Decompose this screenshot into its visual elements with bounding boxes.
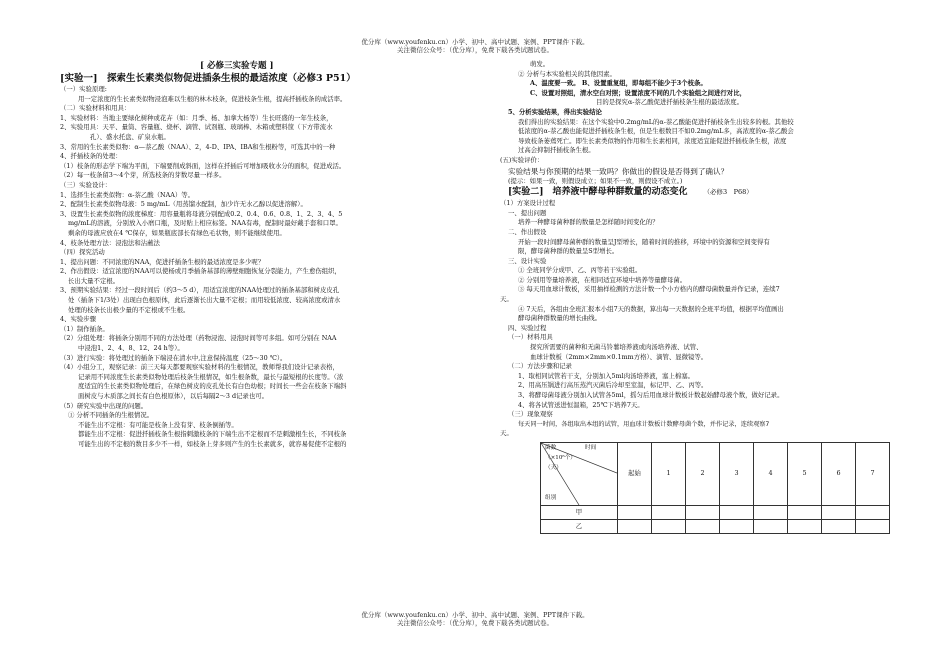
header-line-2: 关注微信公众号：（优分库），免费下载各类试题试卷。 [397, 46, 553, 54]
text-line: 4、枝条处理方法：浸泡法和沾蘸法 [60, 238, 160, 247]
text-line: 四、实验过程 [508, 323, 547, 332]
column-header: 3 [720, 442, 754, 505]
text-line: 2、作出假设：适宜浓度的NAA可以使杨或月季插条基部的薄壁细胞恢复分裂能力，产生愈伤组织， [60, 267, 341, 276]
text-line: 3、设置生长素类似物的浓度梯度：用容量瓶将母液分别配成0.2、0.4、0.6、0.8、1、2、3、4、5 [60, 209, 343, 218]
text-line: 开始一段时间酵母菌种群的数量呈J型增长，随着时间的推移，环境中的资源和空间变得有 [518, 237, 770, 246]
text-line: 过高会抑制扦插枝条生根。 [518, 146, 595, 155]
column-header: 5 [788, 442, 822, 505]
table-cell [686, 505, 720, 519]
text-line: 中浸泡1、2、4、8、12、24 h等）。 [78, 344, 184, 353]
footer-line-2: 关注微信公众号：（优分库），免费下载各类试题试卷。 [397, 619, 553, 627]
text-line: 天。 [500, 429, 513, 438]
text-line: ① 全班同学分成甲、乙、丙等若干实验组。 [518, 266, 642, 275]
text-line: 实验结果与你预期的结果一致吗？你做出的假设是否得到了确认？ [508, 166, 729, 176]
table-cell [652, 505, 686, 519]
text-line: （二）实验材料和用具： [60, 104, 131, 113]
corner-day-label: （天） [545, 464, 562, 471]
text-line: （4）小组分工，观察记录：前三天每天都要观察实验材料的生根情况，教师帮我们设计记录表格， [60, 363, 339, 372]
page-footer [0, 611, 950, 627]
text-line: 1、选择生长素类似物：α-萘乙酸（NAA）等。 [60, 190, 195, 199]
row-header: 乙 [541, 519, 618, 533]
text-line: 二、作出假设 [508, 227, 547, 236]
text-line: 培养一种酵母菌种群的数量是怎样随时间变化的？ [518, 218, 659, 227]
text-line: 一、提出问题 [508, 208, 547, 217]
corner-unit-label: （×10⁶个） [545, 454, 576, 461]
text-line: 孔）、盛水托盘、矿泉水瓶。 [90, 132, 170, 141]
text-line: 4、扦插枝条的处理： [60, 152, 122, 161]
text-line: 萌发。 [530, 60, 550, 68]
column-header: 起始 [618, 442, 652, 505]
text-line: 我们得出的实验结果：在这个实验中0.2mg/mL的α-萘乙酸能促进扦插枝条生出较多的根。其他较 [518, 117, 794, 126]
table-cell [618, 519, 652, 533]
corner-group-label: 组别 [545, 494, 557, 501]
text-line: 2、用高压锅进行高压蒸汽灭菌后冷却至室温，标记甲、乙、丙等。 [518, 381, 708, 390]
text-line: （2）每一枝条留3～4个芽，所选枝条的芽数尽量一样多。 [60, 171, 226, 180]
table-cell [686, 519, 720, 533]
table-header-row [541, 442, 890, 505]
text-line: （四）探究活动 [60, 248, 105, 257]
row-header: 甲 [541, 505, 618, 519]
right-column [500, 60, 900, 534]
text-line: ② 分析与本实验相关的其他因素。 [518, 69, 616, 78]
text-line: 长出大量不定根。 [68, 276, 120, 285]
text-line: C、设置对照组，清水空白对照；设置浓度不同的几个实验组之间进行对比， [530, 88, 746, 97]
experiment-1-title: [实验一] 探索生长素类似物促进插条生根的最适浓度（必修3 P51） [60, 73, 356, 84]
text-line: （1）枝条的形态学下端为平面，下端要削成斜面，这样在扦插后可增加吸收水分的面积，促进成活。 [60, 161, 346, 170]
table-cell [618, 505, 652, 519]
text-line: 4、实验步骤 [60, 315, 97, 324]
table-cell [754, 505, 788, 519]
text-line: ① 分析不同插条的生根情况。 [68, 411, 154, 420]
column-header: 6 [822, 442, 856, 505]
text-line: 低浓度的α-萘乙酸也能促进扦插枝条生根，但是生根数目不如0.2mg/mL多，高浓度的α-萘乙酸会 [518, 127, 794, 136]
text-line: 用一定浓度的生长素类似物浸泡难以生根的林木枝条，促进枝条生根，提高扦插枝条的成活率。 [78, 94, 347, 103]
text-line: 不能生出不定根：有可能是枝条上没有芽、枝条倒插等。 [78, 420, 238, 429]
table-cell [754, 519, 788, 533]
text-line: 可能生出的不定根的数目多少不一样，如枝条上芽多则产生的生长素就多，就容易促使不定根的 [78, 439, 347, 448]
text-line: (提示：如果一致，则假设成立；如果不一致，则假设不成立。) [508, 176, 683, 185]
column-header: 2 [686, 442, 720, 505]
text-line: 1、取相同试管若干支，分别加入5ml肉汤培养液，塞上棉塞。 [518, 371, 695, 380]
text-line: A、温度要一致。 B、设置重复组，即每组不能少于3个枝条。 [530, 79, 707, 88]
text-line: （1）方案设计过程 [500, 199, 556, 208]
text-line: （2）分组处理：将插条分别用不同的方法处理（药物浸泡、浸泡时间等可多组。如可分别在 NAA [60, 334, 337, 343]
column-header: 1 [652, 442, 686, 505]
header-line-1: 优分库（www.youfenku.cn）小学、初中、高中试题、案例、PPT课件下载。 [361, 38, 589, 46]
text-line: 都能生出不定根：促进扦插枝条生根指刺激枝条的下端生出不定根而不是刺激根生长，不同枝条 [78, 430, 347, 439]
text-line: （二）方法步骤和记录 [508, 362, 572, 371]
text-line: 导致枝条萎蔫死亡。即生长素类似物的作用和生长素相同，浓度适宜能促进扦插枝条生根，浓度 [518, 136, 787, 145]
text-line: ② 分别用等量培养液，在相同适宜环境中培养等量酵母菌。 [518, 275, 687, 284]
left-column [60, 60, 492, 450]
column-header: 4 [754, 442, 788, 505]
text-line: 4、将各试管送进恒温箱，25℃下培养7天。 [518, 400, 644, 409]
text-line: 血球计数板（2mm×2mm×0.1mm方格）、滴管、显微镜等。 [530, 352, 708, 361]
text-line: （3）进行实验：将处理过的插条下端浸在清水中,注意保持温度（25～30 ℃）。 [60, 353, 287, 362]
experiment-2-ref: （必修3 P68） [703, 188, 753, 197]
text-line: 酵母菌种群数量的增长曲线。 [518, 314, 602, 323]
text-line: 2、配制生长素类似物母液：5 mg/mL（用蒸馏水配制，加少许无水乙醇以促进溶解）。 [60, 200, 307, 209]
text-line: 处（插条下1/3处）出现白色根原体，此后逐渐长出大量不定根；而用较低浓度、较高浓度或清水 [68, 296, 341, 305]
text-line: （5）研究实验中出现的问题。 [60, 401, 148, 410]
table-cell [856, 505, 890, 519]
text-line: ④ 7天后，各组由全班汇报本小组7天的数据，算出每一天数据的全班平均值，根据平均值画出 [518, 304, 784, 313]
table-cell [788, 505, 822, 519]
yeast-count-table [540, 442, 890, 534]
experiment-2-title [500, 186, 900, 199]
text-line: （一）材料用具 [508, 333, 553, 342]
table-cell [822, 519, 856, 533]
table-cell [652, 519, 686, 533]
text-line: 3、常用的生长素类似物：α—萘乙酸（NAA）、2，4-D、IPA、IBA和生根粉等，可选其中的一种 [60, 142, 336, 151]
text-line: 探究所需要的菌种和无菌马铃薯培养液或肉汤培养液、试管、 [530, 343, 703, 352]
text-line: ③ 每天用血球计数板，采用抽样检测的方法计数一个小方格内的酵母菌数量并作记录，连续7 [518, 285, 780, 294]
text-line: （1）制作插条。 [60, 324, 109, 333]
experiment-2-title-text: [实验二] 培养液中酵母种群数量的动态变化 [508, 187, 688, 198]
text-line: 每天同一时间，各组取出本组的试管，用血球计数板计数酵母菌个数，并作记录，连续观察7 [518, 420, 770, 428]
table-row [541, 519, 890, 533]
corner-count-label: 菌数 [545, 444, 557, 451]
text-line: 度适宜的生长素类似物处理后，在绿色树皮的皮孔处长有白色幼根；时间长一些会在枝条下端斜 [78, 382, 347, 391]
table-cell [856, 519, 890, 533]
text-line: 记录用不同浓度生长素类似物处理后枝条生根情况，如生根条数，最长与最短根的长度等。（浓 [78, 372, 344, 381]
page-header [0, 38, 950, 54]
table-cell [788, 519, 822, 533]
text-line: （三）现象观察 [508, 410, 553, 419]
text-line: 天。 [500, 295, 513, 304]
text-line: 5、分析实验结果，得出实验结论 [508, 107, 602, 116]
column-header: 7 [856, 442, 890, 505]
table-row [541, 505, 890, 519]
text-line: 1、实验材料：当地主要绿化树种或花卉（如：月季、杨、加拿大杨等）生长旺盛的一年生枝条， [60, 113, 333, 122]
text-line: （三）实验设计： [60, 180, 112, 189]
text-line: 3、将酵母菌母液分别加入试管各5ml，摇匀后用血球计数板计数起始酵母液个数，做好记录。 [518, 391, 784, 399]
text-line: 剩余的母液应放在4 ℃保存，如果瓶底部长有绿色毛状物，则不能继续使用。 [68, 228, 286, 237]
table-cell [720, 505, 754, 519]
text-line: 限，酵母菌种群的数量呈S型增长。 [518, 247, 619, 256]
footer-line-1: 优分库（www.youfenku.cn）小学、初中、高中试题、案例、PPT课件下载。 [361, 611, 589, 619]
text-line: （一）实验原理: [60, 85, 107, 93]
text-line: 3、预期实验结果：经过一段时间后（约3～5 d），用适宜浓度的NAA处理过的插条基部和树皮皮孔 [60, 286, 340, 295]
text-line: 处理的枝条长出极少量的不定根或不生根。 [68, 305, 190, 314]
section-title: [ 必修三实验专题 ] [200, 61, 274, 71]
text-line: 2、实验用具：天平、量筒、容量瓶、烧杯、滴管、试剂瓶、玻璃棒、木箱或塑料筐（下方带流水 [60, 123, 333, 132]
text-line: 三、设计实验 [508, 256, 547, 265]
text-line: 1、提出问题：不同浓度的NAA，促进扦插条生根的最适浓度是多少呢？ [60, 257, 265, 266]
text-line: mg/mL的溶液，分别放入小磨口瓶，及时贴上相应标签。NAA有毒，配制时最好戴手套和口罩。 [68, 219, 342, 228]
table-cell [822, 505, 856, 519]
text-line: 目的是探究α-萘乙酸促进扦插枝条生根的最适浓度。 [596, 98, 744, 107]
corner-time-label: 时间 [585, 444, 597, 451]
table-cell [720, 519, 754, 533]
text-line: 面树皮与木质部之间长有白色根原体），以后每隔2～3 d记录也可。 [78, 392, 268, 400]
table-corner-cell [541, 442, 618, 505]
text-line: (五)实验评价： [500, 155, 544, 164]
